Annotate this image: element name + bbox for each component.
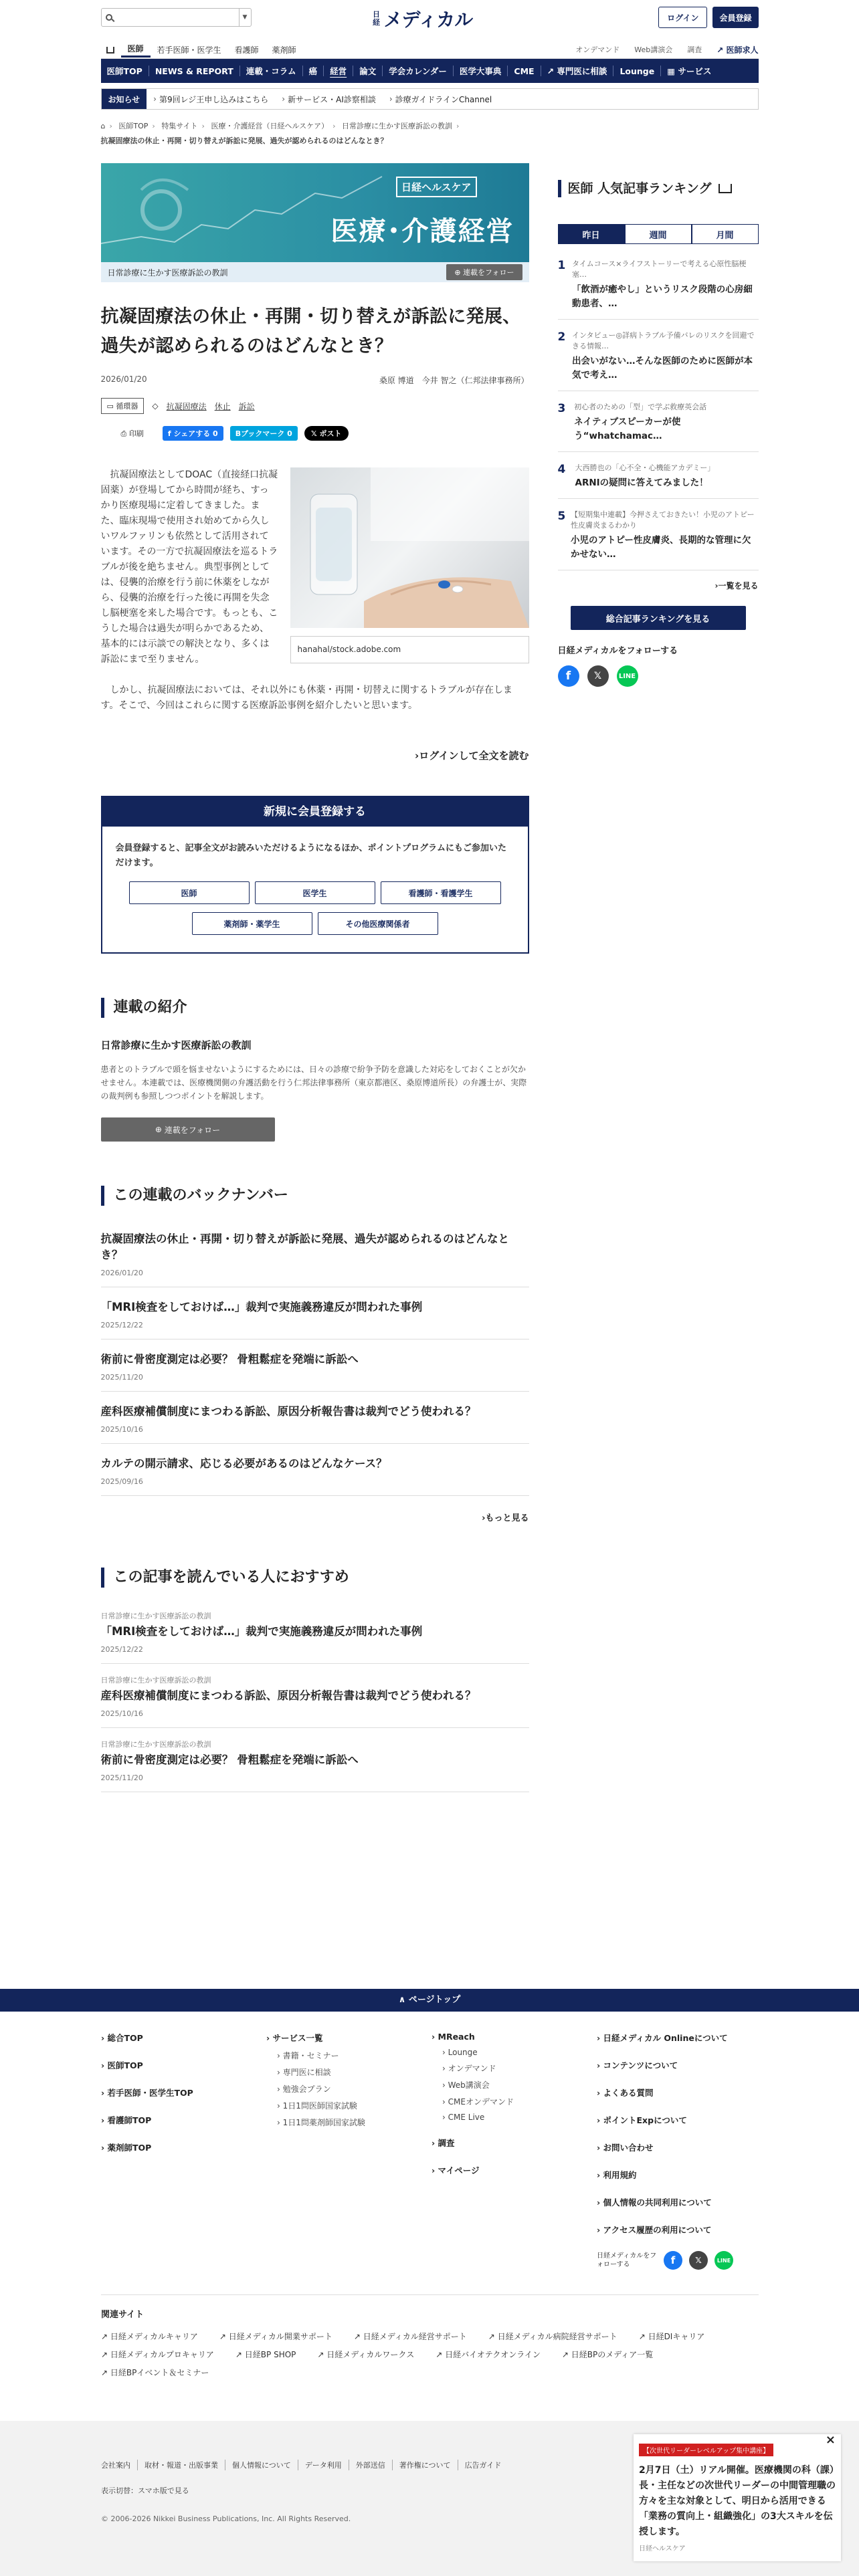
nav-dictionary[interactable]: 医学大事典: [459, 66, 502, 76]
related-link[interactable]: ↗ 日経BP SHOP: [235, 2350, 296, 2359]
footer-link-label: 1日1問薬剤師国家試験: [282, 2118, 365, 2127]
list-item[interactable]: [558, 391, 759, 452]
nav-doctor-top[interactable]: 医師TOP: [106, 66, 142, 76]
facebook-icon[interactable]: f: [558, 665, 579, 687]
item-date: 2025/12/22: [100, 1321, 143, 1329]
rank-number: 5: [557, 510, 566, 523]
footer-link-label: お問い合わせ: [603, 2143, 654, 2153]
notice-label: お知らせ: [102, 89, 147, 109]
main-nav: [101, 59, 759, 83]
related-link-label: 日経メディカルプロキャリア: [110, 2350, 214, 2359]
subnav-pharmacist[interactable]: 薬剤師: [272, 45, 296, 55]
facebook-share-label: シェアする 0: [173, 429, 218, 438]
footer-link-label: Lounge: [448, 2048, 478, 2057]
footer-link-label: 薬剤師TOP: [107, 2143, 152, 2153]
footer-sublink[interactable]: › 専門医に相談: [277, 2068, 331, 2077]
related-link-label: 日経DIキャリア: [648, 2332, 705, 2341]
chevron-right-icon: ›: [282, 94, 286, 104]
subnav-web-lecture[interactable]: Web講演会: [634, 45, 673, 54]
related-link[interactable]: ↗ 日経BPのメディア一覧: [561, 2350, 654, 2359]
follow-series-label: 連載をフォロー: [463, 268, 514, 277]
series-intro-heading: 連載の紹介: [101, 998, 529, 1018]
item-date: 2025/11/20: [100, 1774, 143, 1782]
related-heading: 関連サイト: [101, 2310, 145, 2320]
subnav-ondemand[interactable]: オンデマンド: [575, 45, 620, 54]
notice-item[interactable]: [383, 94, 498, 105]
banner-badge: 日経ヘルスケア: [396, 177, 477, 197]
nav-management[interactable]: 経営: [330, 66, 347, 76]
item-category: 日常診療に生かす医療訴訟の教訓: [100, 1676, 211, 1685]
photo-image: [290, 467, 529, 628]
footer-bottom-link[interactable]: 表示切替：スマホ版で見る: [101, 2486, 189, 2495]
rank-title: 出会いがない…そんな医師のために医師が本気で考え…: [571, 356, 753, 381]
related-sites: [101, 2294, 759, 2378]
related-link-label: 日経BPのメディア一覧: [571, 2350, 654, 2359]
home-icon[interactable]: [106, 47, 114, 53]
article-meta: [101, 374, 529, 386]
item-title: 「MRI検査をしておけば…」裁判で実施義務違反が問われた事例: [100, 1301, 423, 1313]
site-header: [100, 0, 759, 1782]
keyword-tag[interactable]: 抗凝固療法: [166, 401, 207, 411]
rank-title: 小児のアトピー性皮膚炎、長期的な管理に欠かせない…: [571, 535, 751, 560]
related-link[interactable]: ↗ 日経BPイベント＆セミナー: [101, 2368, 209, 2377]
footer-link[interactable]: › 利用規約: [597, 2170, 637, 2180]
more-link[interactable]: [101, 1511, 529, 1523]
read-full-label: ログインして全文を読む: [419, 750, 529, 762]
footer-link-label: 若手医師・医学生TOP: [107, 2088, 193, 2098]
register-button[interactable]: 会員登録: [712, 7, 758, 28]
series-intro-title: 日常診療に生かす医療訴訟の教訓: [100, 1039, 252, 1051]
notice-text: 新サービス・AI診察相談: [288, 94, 376, 104]
footer-col-4: [597, 2032, 733, 2270]
recommend-heading: この記事を読んでいる人におすすめ: [101, 1568, 529, 1588]
close-icon[interactable]: ×: [825, 2433, 836, 2447]
footer-link-label: コンテンツについて: [603, 2060, 678, 2070]
chevron-right-icon: ›: [389, 94, 393, 104]
related-link[interactable]: ↗ 日経メディカルキャリア: [101, 2332, 198, 2341]
article-body: [101, 467, 529, 714]
footer-link-label: Web講演会: [448, 2080, 490, 2090]
list-item[interactable]: [101, 1444, 529, 1496]
line-icon[interactable]: LINE: [714, 2251, 733, 2270]
footer-link-label: 日経メディカル Onlineについて: [603, 2033, 728, 2043]
footer-bottom-link[interactable]: 個人情報について: [225, 2460, 298, 2470]
rank-title: ARNIの疑問に答えてみました！: [575, 477, 708, 488]
list-item[interactable]: [558, 248, 759, 320]
footer-bottom-link[interactable]: 著作権について: [393, 2460, 458, 2470]
article-paragraph: 抗凝固療法としてDOAC（直接経口抗凝固薬）が登場してから時間が経ち、すっかり医療現場に定着してきました。また、臨床現場で使用され始めてから久しいワルファリンも依然として活用されています。その一方で抗凝固療法を巡るトラブルが後を絶ちません。典型事例としては、侵襲的治療を行う前に休薬をしながら、侵襲的治療を行った後に再開を失念し脳梗塞を来した場合です。もっとも、こうした場合は過失が明らかであるため、基本的には示談での解決となり、多くは訴訟にまで至りません。: [100, 469, 278, 665]
article-tags: [101, 398, 529, 414]
logo-medical: メディカル: [383, 9, 473, 31]
category-tag[interactable]: [101, 398, 145, 414]
footer-link[interactable]: › 個人情報の共同利用について: [597, 2197, 712, 2208]
keyword-tag[interactable]: 休止: [214, 401, 231, 411]
chevron-up-icon: ∧: [398, 1995, 406, 2005]
related-link-label: 日経BP SHOP: [244, 2350, 296, 2359]
footer-link-label: CME Live: [448, 2113, 485, 2122]
x-post-label: ポスト: [319, 429, 342, 438]
footer-link[interactable]: › 日経メディカル Onlineについて: [597, 2033, 728, 2043]
subnav-survey[interactable]: 調査: [687, 45, 702, 54]
list-item[interactable]: [101, 1728, 529, 1792]
subnav-student[interactable]: 若手医師・医学生: [157, 45, 221, 55]
item-date: 2025/11/20: [100, 1373, 143, 1382]
footer-sublink[interactable]: › 勉強会プラン: [277, 2084, 331, 2094]
ranking-tabs: [558, 224, 759, 244]
search-dropdown[interactable]: [239, 9, 251, 26]
home-icon[interactable]: ⌂: [100, 122, 106, 130]
subnav-jobs-label: 医師求人: [726, 45, 759, 55]
footer-link[interactable]: › 総合TOP: [101, 2033, 143, 2043]
list-item[interactable]: [558, 320, 759, 391]
facebook-share-button[interactable]: [163, 426, 223, 441]
item-date: 2025/09/16: [100, 1477, 143, 1486]
footer-link-label: アクセス履歴の利用について: [603, 2225, 712, 2235]
nav-news[interactable]: NEWS & REPORT: [155, 66, 233, 76]
register-doctor-button[interactable]: 医師: [129, 881, 250, 904]
more-label: もっと見る: [485, 1513, 529, 1523]
x-icon[interactable]: 𝕏: [587, 665, 609, 687]
related-link[interactable]: ↗ 日経メディカルプロキャリア: [101, 2350, 214, 2359]
nav-consult[interactable]: [541, 65, 613, 77]
rank-title: ネイティブスピーカーが使う“whatchamac…: [574, 417, 681, 441]
footer-link[interactable]: › 医師TOP: [101, 2060, 143, 2070]
footer-link[interactable]: › 調査: [432, 2138, 455, 2148]
footer-link[interactable]: › コンテンツについて: [597, 2060, 678, 2070]
chevron-right-icon: ›: [482, 1513, 486, 1523]
series-intro-desc: 患者とのトラブルで頭を悩ませないようにするためには、日々の診療で紛争予防を意識した対応をしておくことが欠かせません。本連載では、医療機関側の弁護活動を行う仁邦法律事務所（東京都港区、桑原博道所長）の弁護士が、実際の裁判例も参照しつつポイントを解説します。: [100, 1065, 527, 1101]
rank-category: タイムコース×ライフストーリーで考える心原性脳梗塞…: [571, 259, 747, 279]
plus-circle-icon: ⊕: [454, 268, 461, 277]
read-full-link[interactable]: [101, 748, 529, 762]
footer-link[interactable]: › お問い合わせ: [597, 2143, 654, 2153]
register-pharmacist-button[interactable]: 薬剤師・薬学生: [192, 912, 312, 935]
keyword-tag[interactable]: 訴訟: [238, 401, 255, 411]
footer-link-label: よくある質問: [603, 2088, 654, 2098]
footer-link[interactable]: › 看護師TOP: [101, 2115, 152, 2125]
nav-cancer[interactable]: 癌: [308, 66, 318, 76]
footer-col-1: [101, 2032, 193, 2169]
list-item[interactable]: [558, 499, 759, 570]
plus-circle-icon: ⊕: [155, 1125, 162, 1134]
breadcrumb-sep: ›: [332, 122, 336, 130]
footer-link-label: 勉強会プラン: [282, 2084, 331, 2094]
footer-sublink[interactable]: › Lounge: [442, 2048, 478, 2057]
rank-title: 「飲酒が癒やし」というリスク段階の心房細動患者、…: [571, 284, 753, 309]
notice-text: 診療ガイドラインChannel: [395, 94, 492, 104]
article-photo: [290, 467, 529, 663]
footer-sublink[interactable]: › オンデマンド: [442, 2064, 496, 2073]
footer-link[interactable]: › アクセス履歴の利用について: [597, 2225, 712, 2235]
breadcrumb-sep: ›: [152, 122, 155, 130]
related-link-label: 日経バイオテクオンライン: [445, 2350, 541, 2359]
facebook-icon[interactable]: f: [664, 2251, 682, 2270]
register-nurse-button[interactable]: 看護師・看護学生: [381, 881, 501, 904]
follow-series-button-2[interactable]: [101, 1117, 275, 1142]
print-label: 印刷: [128, 429, 144, 438]
photo-credit: hanahal/stock.adobe.com: [290, 636, 529, 663]
footer-bottom-link[interactable]: 広告ガイド: [464, 2461, 502, 2470]
footer-link-label: MReach: [438, 2032, 475, 2042]
item-title: 産科医療補償制度にまつわる訴訟、原因分析報告書は裁判でどう使われる？: [100, 1405, 476, 1418]
related-link-label: 日経メディカル開業サポート: [228, 2332, 332, 2341]
ranking-more-label: 一覧を見る: [718, 581, 759, 591]
tab-monthly[interactable]: 月間: [692, 224, 759, 244]
nav-lounge[interactable]: Lounge: [619, 66, 655, 76]
breadcrumb-sep: ›: [456, 122, 460, 130]
list-item[interactable]: [101, 1664, 529, 1728]
breadcrumb-item[interactable]: 医師TOP: [118, 122, 149, 130]
related-link[interactable]: ↗ 日経メディカル開業サポート: [219, 2332, 332, 2341]
footer-link[interactable]: › 若手医師・医学生TOP: [101, 2088, 193, 2098]
footer-bottom-link[interactable]: 取材・報道・出版事業: [138, 2460, 225, 2470]
site-footer: [0, 2012, 859, 2421]
page-top-button[interactable]: [0, 1989, 859, 2012]
register-box-text: 会員登録すると、記事全文がお読みいただけるようになるほか、ポイントプログラムにもご参加いただけます。: [115, 843, 506, 868]
backnumber-heading: この連載のバックナンバー: [101, 1186, 529, 1206]
article-author: 桑原 博道 今井 智之（仁邦法律事務所）: [379, 376, 529, 385]
related-link[interactable]: ↗ 日経メディカル経営サポート: [353, 2332, 467, 2341]
footer-link[interactable]: › 薬剤師TOP: [101, 2143, 152, 2153]
chevron-right-icon: ›: [153, 94, 157, 104]
banner-title: 医療･介護経営: [330, 216, 514, 247]
list-item[interactable]: [101, 1219, 529, 1287]
footer-link-label: 1日1問医師国家試験: [282, 2101, 357, 2111]
footer-sublink[interactable]: › 書籍・セミナー: [277, 2051, 339, 2060]
site-logo[interactable]: [372, 5, 473, 32]
footer-bottom-link[interactable]: データ利用: [298, 2460, 349, 2470]
item-title: 「MRI検査をしておけば…」裁判で実施義務違反が問われた事例: [100, 1625, 423, 1638]
register-med-student-button[interactable]: 医学生: [255, 881, 375, 904]
list-item[interactable]: [558, 452, 759, 499]
article-date: 2026/01/20: [100, 374, 147, 384]
promo-popup[interactable]: [634, 2434, 841, 2561]
hand-with-pill-illustration: [290, 467, 529, 628]
footer-bottom-link[interactable]: 外部送信: [349, 2460, 393, 2470]
x-post-button[interactable]: [304, 426, 349, 441]
breadcrumb-item[interactable]: 特集サイト: [161, 122, 198, 130]
social-icons: [558, 665, 759, 687]
share-bar: [101, 426, 529, 441]
chevron-right-icon: ›: [714, 581, 719, 591]
footer-link-label: 総合TOP: [107, 2033, 143, 2043]
footer-sublink[interactable]: › CMEオンデマンド: [442, 2097, 514, 2107]
notice-bar: [101, 88, 759, 110]
rank-number: 4: [557, 463, 566, 476]
footer-link[interactable]: › よくある質問: [597, 2088, 654, 2098]
subnav-nurse[interactable]: 看護師: [234, 45, 259, 55]
footer-link-label: マイページ: [438, 2165, 480, 2175]
footer-link-label: 調査: [438, 2138, 455, 2148]
item-title: カルテの開示請求、応じる必要があるのはどんなケース？: [100, 1457, 387, 1470]
all-ranking-button[interactable]: 総合記事ランキングを見る: [571, 606, 746, 630]
footer-bottom-link[interactable]: 会社案内: [101, 2460, 138, 2470]
related-link[interactable]: ↗ 日経メディカル病院経営サポート: [488, 2332, 617, 2341]
footer-link-label: 個人情報の共同利用について: [603, 2197, 712, 2208]
footer-link-label: 書籍・セミナー: [282, 2051, 339, 2060]
external-link-icon: ↗: [717, 45, 724, 55]
ranking-heading-label: 医師 人気記事ランキング: [567, 181, 712, 196]
nav-calendar[interactable]: 学会カレンダー: [389, 66, 447, 76]
item-title: 術前に骨密度測定は必要？ 骨粗鬆症を発端に訴訟へ: [100, 1353, 359, 1366]
footer-link-label: 専門医に相談: [282, 2068, 331, 2077]
footer-link[interactable]: › マイページ: [432, 2165, 480, 2175]
footer-link-label: CMEオンデマンド: [448, 2097, 514, 2107]
register-box: [101, 796, 529, 954]
backnumber-list: [101, 1219, 529, 1496]
folder-icon: ▭: [106, 402, 114, 411]
footer-link-label: オンデマンド: [448, 2064, 496, 2073]
rank-number: 3: [557, 402, 566, 415]
main-column: [101, 163, 529, 1792]
article-title: 抗凝固療法の休止・再開・切り替えが訴訟に発展、過失が認められるのはどんなとき？: [100, 306, 521, 356]
series-link[interactable]: 日常診療に生かす医療訴訟の教訓: [107, 267, 228, 278]
item-title: 産科医療補償制度にまつわる訴訟、原因分析報告書は裁判でどう使われる？: [100, 1689, 476, 1702]
follow-series-button[interactable]: [446, 264, 522, 280]
category-tag-label: 循環器: [116, 402, 138, 411]
external-link-icon: ↗: [547, 66, 555, 76]
nav-column[interactable]: 連載・コラム: [246, 66, 296, 76]
printer-icon: ⎙: [120, 429, 127, 438]
tag-icon: ◇: [152, 401, 159, 411]
list-item[interactable]: [101, 1339, 529, 1392]
footer-link-label: サービス一覧: [272, 2033, 323, 2043]
related-link-label: 日経BPイベント＆セミナー: [110, 2368, 209, 2377]
recommend-list: [101, 1600, 529, 1792]
footer-col-3: [432, 2032, 514, 2191]
item-date: 2025/12/22: [100, 1645, 143, 1654]
line-icon[interactable]: LINE: [617, 665, 638, 687]
notice-text: 第9回レジ王申し込みはこちら: [159, 94, 269, 104]
promo-title: 2月7日（土）リアル開催。医療機関の科（課）長・主任などの次世代リーダーの中間管理職の方々を主な対象として、明日から活用できる「業務の質向上・組織強化」の3大スキルを伝授します。: [639, 2465, 836, 2537]
chevron-right-icon: ›: [415, 750, 419, 762]
footer-sublink[interactable]: › CME Live: [442, 2113, 485, 2122]
chevron-down-icon: ▼: [242, 14, 248, 21]
footer-link[interactable]: › サービス一覧: [266, 2033, 323, 2043]
breadcrumb-current: 抗凝固療法の休止・再開・切り替えが訴訟に発展、過失が認められるのはどんなとき？: [100, 136, 388, 145]
footer-link-label: ポイントExpについて: [603, 2115, 687, 2125]
rank-number: 2: [557, 330, 566, 344]
copyright: © 2006-2026 Nikkei Business Publications, Inc. All Rights Reserved.: [101, 2514, 351, 2523]
logo-nikkei: 日経: [373, 10, 380, 27]
series-banner[interactable]: [101, 163, 529, 262]
series-bar: [101, 262, 529, 282]
nav-cme[interactable]: CME: [514, 66, 535, 76]
related-link-label: 日経メディカルワークス: [326, 2350, 415, 2359]
ranking-more-link[interactable]: [558, 580, 759, 591]
related-link[interactable]: ↗ 日経バイオテクオンライン: [436, 2350, 541, 2359]
print-button[interactable]: [121, 428, 144, 439]
rank-category: 【短期集中連載】今押さえておきたい！小児のアトピー性皮膚炎まるわかり: [571, 510, 755, 530]
hatena-bookmark-button[interactable]: Bブックマーク 0: [230, 426, 298, 441]
footer-link[interactable]: › MReach: [432, 2032, 475, 2042]
x-icon[interactable]: 𝕏: [689, 2251, 708, 2270]
nav-consult-label: 専門医に相談: [557, 66, 607, 76]
footer-follow: [597, 2251, 733, 2270]
rank-number: 1: [557, 259, 566, 272]
subnav-jobs[interactable]: [717, 44, 758, 56]
promo-source: 日経ヘルスケア: [639, 2545, 686, 2553]
ranking-list: [558, 248, 759, 570]
breadcrumb-item[interactable]: 日常診療に生かす医療訴訟の教訓: [342, 122, 453, 130]
item-date: 2025/10/16: [100, 1709, 143, 1718]
footer-sublink[interactable]: › Web講演会: [442, 2080, 490, 2090]
footer-col-2: [266, 2032, 365, 2143]
list-item[interactable]: [101, 1392, 529, 1444]
register-box-title: 新規に会員登録する: [102, 797, 528, 827]
item-category: 日常診療に生かす医療訴訟の教訓: [100, 1740, 211, 1749]
login-button[interactable]: ログイン: [658, 7, 707, 28]
notice-item[interactable]: [147, 94, 275, 105]
notice-item[interactable]: [275, 94, 383, 105]
breadcrumb-sep: ›: [201, 122, 205, 130]
related-link-label: 日経メディカルキャリア: [110, 2332, 198, 2341]
related-link[interactable]: ↗ 日経メディカルワークス: [317, 2350, 415, 2359]
rank-category: インタビュー◎詳病トラブル予備バレのリスクを回避できる情報…: [571, 331, 755, 350]
subnav-doctor[interactable]: 医師: [121, 43, 151, 58]
article-paragraph: しかし、抗凝固療法においては、それ以外にも休薬・再開・切替えに関するトラブルが存在します。そこで、今回はこれらに関する医療訴訟事例を紹介したいと思います。: [100, 685, 512, 711]
item-category: 日常診療に生かす医療訴訟の教訓: [100, 1612, 211, 1620]
audience-nav: [101, 41, 759, 59]
ranking-heading: [558, 180, 759, 197]
tab-yesterday[interactable]: 昨日: [558, 224, 625, 244]
related-link-label: 日経メディカル経営サポート: [363, 2332, 467, 2341]
footer-link[interactable]: › ポイントExpについて: [597, 2115, 687, 2125]
facebook-icon: f: [167, 429, 171, 438]
follow-label: 日経メディカルをフォローする: [557, 646, 678, 656]
nav-papers[interactable]: 論文: [359, 66, 377, 76]
rank-category: 大西勝也の「心不全・心機能アカデミー」: [575, 463, 715, 472]
breadcrumb: [101, 119, 759, 148]
search-icon[interactable]: [106, 14, 112, 21]
list-item[interactable]: [101, 1600, 529, 1664]
footer-sublink[interactable]: › 1日1問医師国家試験: [277, 2101, 357, 2111]
search-input[interactable]: [116, 9, 239, 25]
tab-weekly[interactable]: 週間: [625, 224, 692, 244]
nav-services-label: サービス: [678, 66, 712, 76]
page-top-label: ページトップ: [408, 1995, 461, 2005]
related-link-label: 日経メディカル病院経営サポート: [497, 2332, 617, 2341]
related-link[interactable]: ↗ 日経DIキャリア: [638, 2332, 705, 2341]
footer-link-label: 利用規約: [603, 2170, 637, 2180]
rank-category: 初心者のための「型」で学ぶ救療英会話: [574, 403, 707, 411]
breadcrumb-sep: ›: [109, 122, 112, 130]
footer-follow-label: 日経メディカルをフォローする: [597, 2252, 657, 2268]
breadcrumb-item[interactable]: 医療・介護経営（日経ヘルスケア）: [211, 122, 329, 130]
promo-badge: 【次世代リーダーレベルアップ集中講座】: [639, 2444, 773, 2456]
list-item[interactable]: [101, 1287, 529, 1339]
register-other-button[interactable]: その他医療関係者: [318, 912, 438, 935]
grid-icon: ▦: [667, 66, 676, 76]
follow-series-label: 連載をフォロー: [164, 1125, 221, 1135]
footer-link-label: 看護師TOP: [107, 2115, 152, 2125]
sidebar: [558, 163, 759, 687]
nav-services[interactable]: [661, 65, 717, 77]
crown-icon: [719, 184, 732, 193]
search-box[interactable]: [101, 8, 252, 27]
item-title: 抗凝固療法の休止・再開・切り替えが訴訟に発展、過失が認められるのはどんなとき？: [100, 1232, 509, 1261]
x-icon: 𝕏: [310, 429, 317, 438]
item-date: 2026/01/20: [100, 1269, 143, 1277]
footer-sublink[interactable]: › 1日1問薬剤師国家試験: [277, 2118, 365, 2127]
item-date: 2025/10/16: [100, 1425, 143, 1434]
footer-link-label: 医師TOP: [107, 2060, 143, 2070]
item-title: 術前に骨密度測定は必要？ 骨粗鬆症を発端に訴訟へ: [100, 1753, 359, 1766]
